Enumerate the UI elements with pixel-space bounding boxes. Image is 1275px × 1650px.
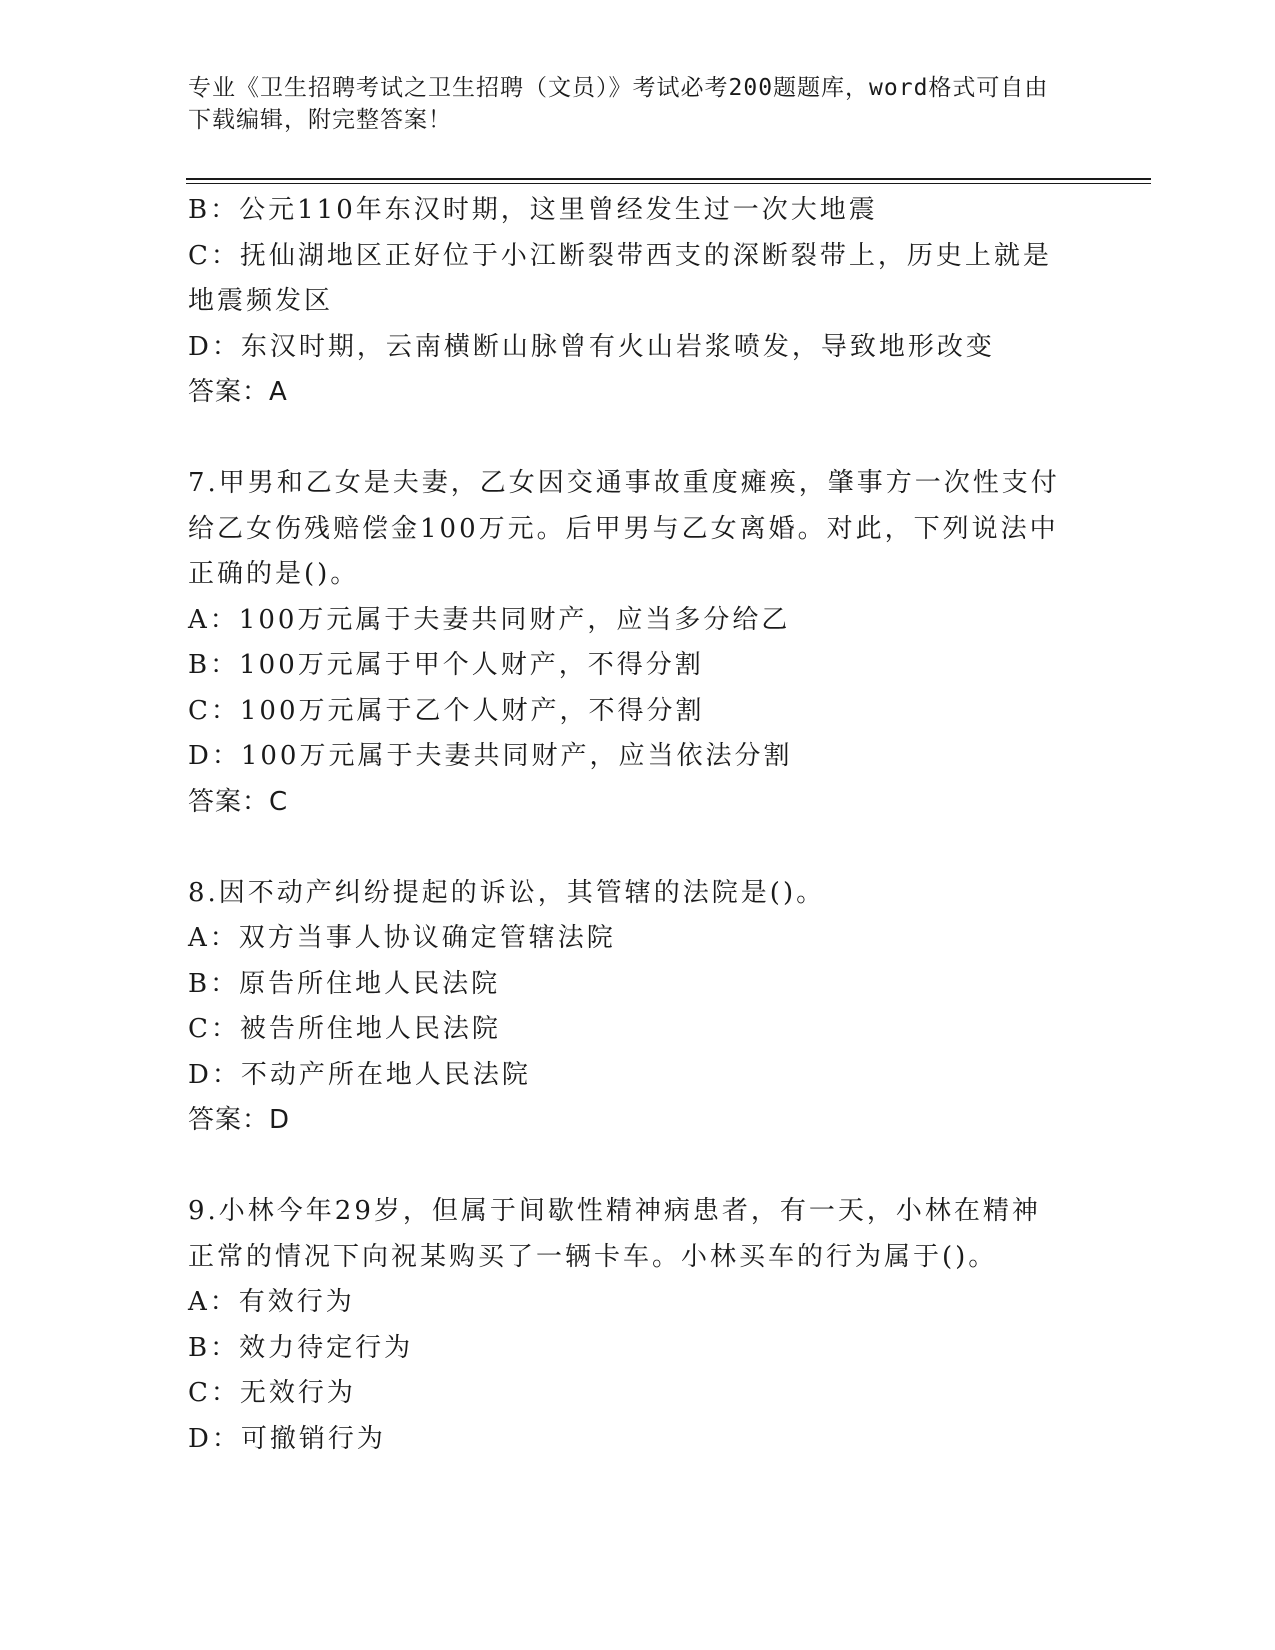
question-6-partial bbox=[188, 188, 1068, 416]
q7-answer: 答案：C bbox=[188, 786, 289, 817]
q9-option-a: A：有效行为 bbox=[188, 1287, 355, 1317]
q9-option-b: B：效力待定行为 bbox=[188, 1332, 414, 1363]
q8-option-c: C：被告所住地人民法院 bbox=[188, 1014, 501, 1044]
q9-stem: 9.小林今年29岁，但属于间歇性精神病患者，有一天，小林在精神正常的情况下向祝某购买了一辆卡车。小林买车的行为属于()。 bbox=[188, 1196, 1041, 1272]
q8-stem: 8.因不动产纠纷提起的诉讼，其管辖的法院是()。 bbox=[188, 877, 826, 908]
q7-option-a: A：100万元属于夫妻共同财产，应当多分给乙 bbox=[188, 604, 791, 635]
question-8 bbox=[188, 871, 1068, 1144]
header-rule-thin bbox=[186, 183, 1151, 184]
q9-option-d: D：可撤销行为 bbox=[188, 1423, 386, 1454]
q7-option-d: D：100万元属于夫妻共同财产，应当依法分割 bbox=[188, 741, 793, 771]
question-7 bbox=[188, 461, 1068, 825]
q7-option-b: B：100万元属于甲个人财产，不得分割 bbox=[188, 650, 704, 680]
header-rule-thick bbox=[186, 178, 1151, 180]
question-9 bbox=[188, 1189, 1068, 1462]
q9-option-c: C：无效行为 bbox=[188, 1378, 356, 1408]
q8-option-b: B：原告所住地人民法院 bbox=[188, 968, 501, 999]
q7-option-c: C：100万元属于乙个人财产，不得分割 bbox=[188, 695, 705, 726]
q6-answer: 答案：A bbox=[188, 377, 288, 407]
q6-option-c: C：抚仙湖地区正好位于小江断裂带西支的深断裂带上，历史上就是地震频发区 bbox=[188, 240, 1052, 316]
q7-stem: 7.甲男和乙女是夫妻，乙女因交通事故重度瘫痪，肇事方一次性支付给乙女伤残赔偿金100万元。后甲男与乙女离婚。对此，下列说法中正确的是()。 bbox=[188, 468, 1060, 589]
q6-option-d: D：东汉时期，云南横断山脉曾有火山岩浆喷发，导致地形改变 bbox=[188, 331, 995, 362]
question-gap bbox=[188, 825, 1068, 871]
q6-option-b: B：公元110年东汉时期，这里曾经发生过一次大地震 bbox=[188, 195, 878, 225]
document-header: 专业《卫生招聘考试之卫生招聘（文员）》考试必考200题题库，word格式可自由下载编辑，附完整答案！ bbox=[188, 75, 1049, 133]
q8-answer: 答案：D bbox=[188, 1105, 291, 1135]
question-gap bbox=[188, 1144, 1068, 1190]
q8-option-d: D：不动产所在地人民法院 bbox=[188, 1059, 531, 1090]
question-gap bbox=[188, 416, 1068, 462]
q8-option-a: A：双方当事人协议确定管辖法院 bbox=[188, 923, 616, 953]
question-list bbox=[188, 188, 1068, 1462]
